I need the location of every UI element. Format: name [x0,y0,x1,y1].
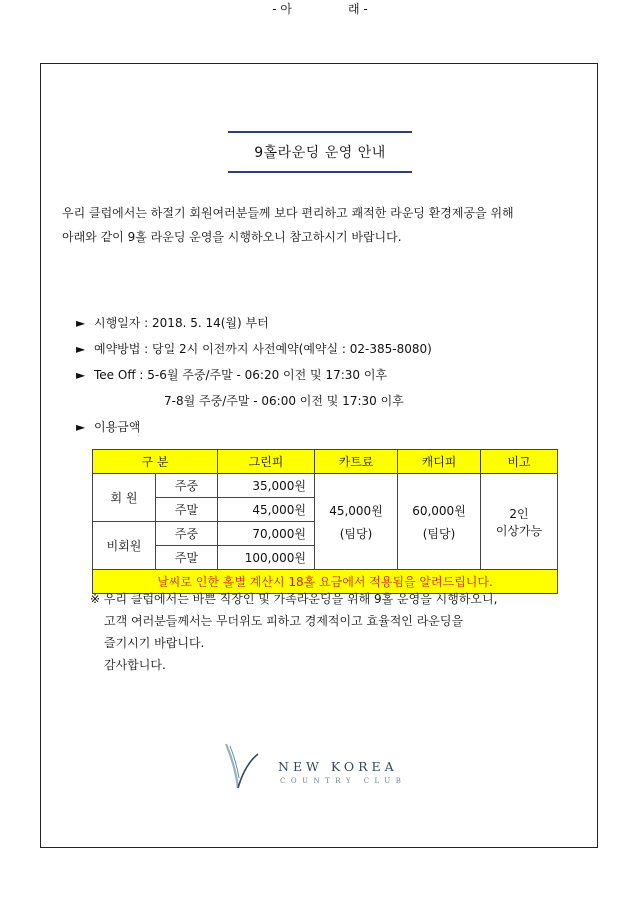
item-reserve-text: 예약방법 : 당일 2시 이전까지 사전예약(예약실 : 02-385-8080) [94,342,432,356]
arrow-icon: ► [76,342,86,356]
arrow-icon: ► [76,420,86,434]
club-logo [220,738,430,790]
arrow-icon: ► [76,368,86,382]
arrow-icon: ► [76,316,86,330]
notes-line-3: 즐기시기 바랍니다. [104,636,205,650]
logo-sub: COUNTRY CLUB [280,777,407,785]
weekday-label: 주중 [156,474,218,498]
member-weekday-fee: 35,000원 [218,474,315,498]
weekday-label: 주중 [156,522,218,546]
weather-note: 날씨로 인한 홀별 계산시 18홀 요금에서 적용됨을 알려드립니다. [93,570,558,594]
intro-line-1: 우리 클럽에서는 하절기 회원여러분들께 보다 편리하고 쾌적한 라운딩 환경제공을 위해 [62,206,514,220]
header-caddie: 캐디피 [398,450,481,474]
cart-fee: 45,000원 [329,503,383,518]
ahrae-left: - 아 [272,2,292,16]
cart-unit: (팀당) [339,526,373,541]
closing-notes [90,588,497,676]
header-category: 구 분 [93,450,218,474]
intro-line-2: 아래와 같이 9홀 라운딩 운영을 시행하오니 참고하시기 바랍니다. [62,230,402,244]
cart-fee-cell [315,474,398,570]
item-teeoff2-text: 7-8월 주중/주말 - 06:00 이전 및 17:30 이후 [164,394,404,408]
item-fee-text: 이용금액 [94,420,141,434]
nonmember-label: 비회원 [93,522,156,570]
fee-table [92,449,558,594]
member-label: 회 원 [93,474,156,522]
header-cart: 카트료 [315,450,398,474]
weekend-label: 주말 [156,498,218,522]
table-header-row [93,450,558,474]
item-fee [76,418,140,435]
ahrae-right: 래 - [348,2,368,16]
header-remark: 비고 [481,450,558,474]
item-reservation [76,340,432,357]
weekend-label: 주말 [156,546,218,570]
nonmember-weekday-fee: 70,000원 [218,522,315,546]
remark-line-2: 이상가능 [495,523,543,538]
caddie-fee: 60,000원 [412,503,466,518]
remark-cell [481,474,558,570]
caddie-unit: (팀당) [422,526,456,541]
nonmember-weekend-fee: 100,000원 [218,546,315,570]
ahrae-heading [0,0,640,17]
remark-line-1: 2인 [509,506,529,521]
table-row [93,474,558,498]
intro-paragraph [62,201,582,249]
page-title: 9홀라운딩 운영 안내 [254,145,386,161]
caddie-fee-cell [398,474,481,570]
member-weekend-fee: 45,000원 [218,498,315,522]
item-start-text: 시행일자 : 2018. 5. 14(월) 부터 [94,316,269,330]
logo-swoosh-icon [220,738,264,790]
item-teeoff-text: Tee Off : 5-6월 주중/주말 - 06:20 이전 및 17:30 이후 [94,368,388,382]
item-start-date [76,314,269,331]
notes-line-1: ※ 우리 클럽에서는 바쁜 직장인 및 가족라운딩을 위해 9홀 운영을 시행하오니, [90,592,498,606]
title-box [228,131,412,173]
logo-name: NEW KOREA [278,759,398,774]
notes-line-2: 고객 여러분들께서는 무더위도 피하고 경제적이고 효율적인 라운딩을 [104,614,464,628]
item-teeoff-2 [164,392,404,409]
header-greenfee: 그린피 [218,450,315,474]
item-teeoff [76,366,387,383]
notes-line-4: 감사합니다. [104,658,166,672]
